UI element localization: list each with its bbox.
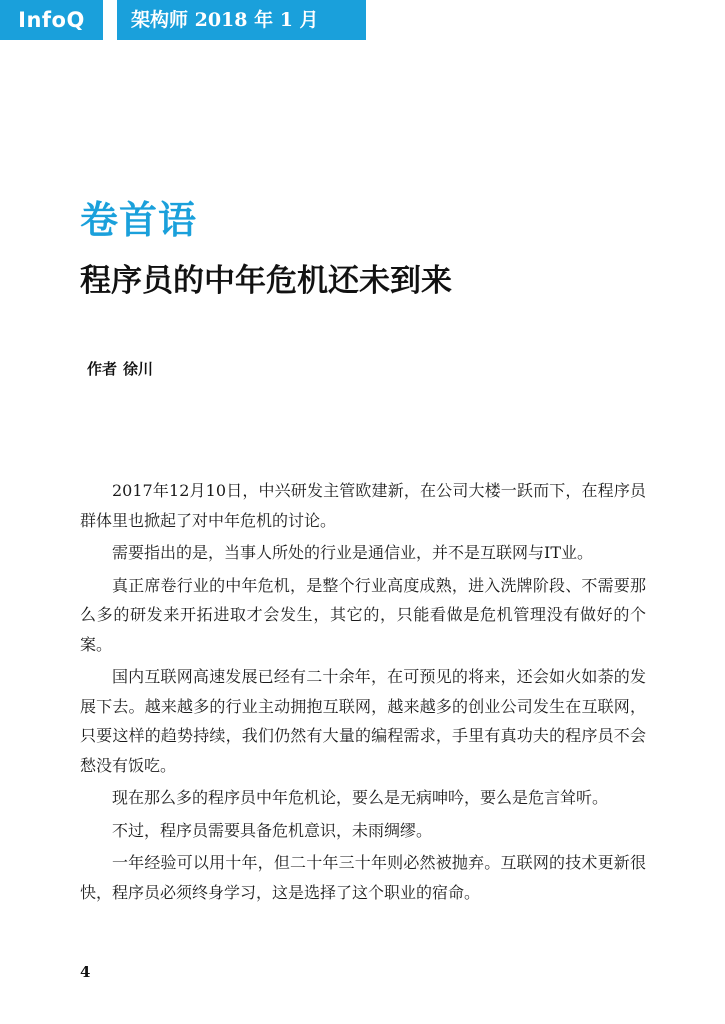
page-number: 4 (80, 963, 91, 981)
paragraph: 需要指出的是，当事人所处的行业是通信业，并不是互联网与IT业。 (112, 543, 593, 562)
author-name: 徐川 (123, 360, 154, 378)
paragraph: 一年经验可以用十年，但二十年三十年则必然被抛弃。互联网的技术更新很快，程序员必须终身学习，这是选择了这个职业的宿命。 (80, 853, 646, 902)
byline (87, 356, 153, 382)
issue-label: 架构师 2018 年 1 月 (117, 0, 366, 40)
paragraph: 不过，程序员需要具备危机意识，未雨绸缪。 (112, 820, 433, 840)
paragraph: 国内互联网高速发展已经有二十余年，在可预见的将来，还会如火如荼的发展下去。越来越多的行业主动拥抱互联网，越来越多的创业公司发生在互联网，只要这样的趋势持续，我们仍然有大量的编程需求，手里有真功夫的程序员不会愁没有饭吃。 (80, 667, 646, 775)
article-title: 程序员的中年危机还未到来 (80, 263, 452, 299)
paragraph: 2017年12月10日，中兴研发主管欧建新，在公司大楼一跃而下，在程序员群体里也掀起了对中年危机的讨论。 (80, 481, 646, 530)
paragraph: 真正席卷行业的中年危机，是整个行业高度成熟，进入洗牌阶段、不需要那么多的研发来开拓进取才会发生，其它的，只能看做是危机管理没有做好的个案。 (80, 575, 646, 654)
column-title: 卷首语 (80, 197, 198, 242)
byline-prefix: 作者 (87, 360, 118, 378)
infoq-logo: InfoQ (0, 0, 103, 40)
article-body (80, 476, 646, 910)
paragraph: 现在那么多的程序员中年危机论，要么是无病呻吟，要么是危言耸听。 (112, 788, 609, 807)
